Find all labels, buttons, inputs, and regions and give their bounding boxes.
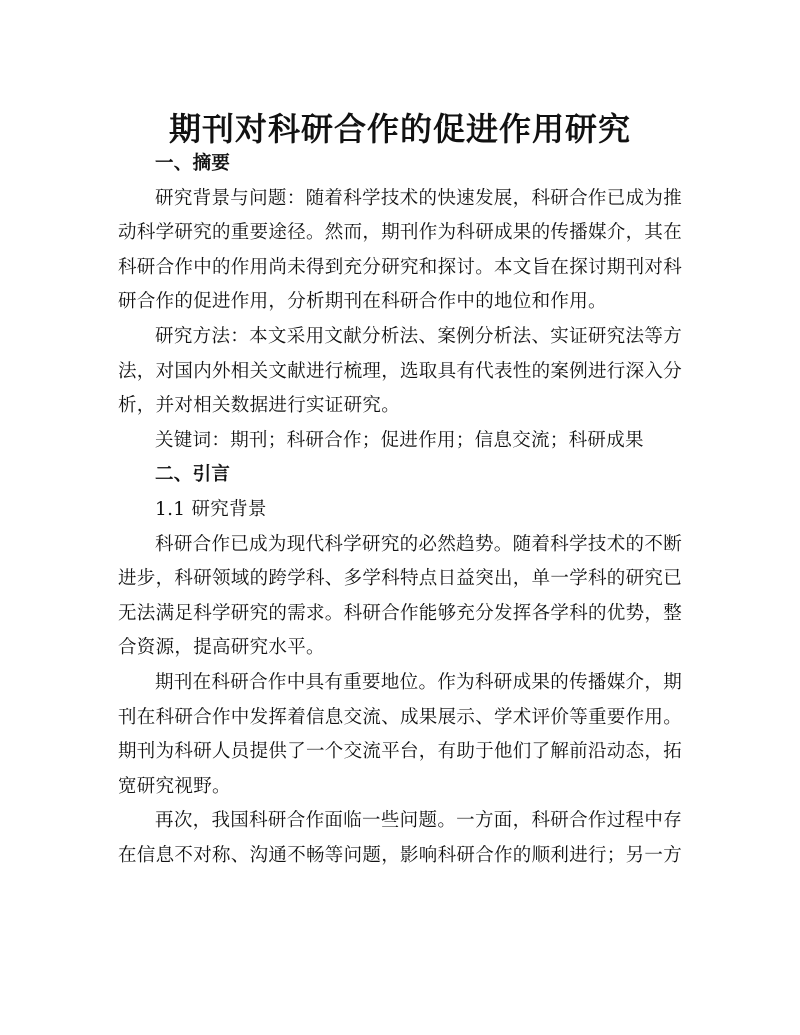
subsection-heading-research-background: 1.1 研究背景 [155, 498, 267, 520]
document-body [118, 147, 682, 873]
body-paragraph: 期刊在科研合作中具有重要地位。作为科研成果的传播媒介，期刊在科研合作中发挥着信息交流、成果展示、学术评价等重要作用。期刊为科研人员提供了一个交流平台，有助于他们了解前沿动态，拓宽研究视野。 [118, 671, 683, 797]
document-title: 期刊对科研合作的促进作用研究 [168, 110, 631, 149]
body-paragraph: 再次，我国科研合作面临一些问题。一方面，科研合作过程中存在信息不对称、沟通不畅等问题，影响科研合作的顺利进行；另一方 [118, 810, 683, 866]
section-heading-abstract: 一、摘要 [155, 153, 231, 174]
section-heading-introduction: 二、引言 [155, 464, 231, 486]
abstract-background-paragraph: 研究背景与问题：随着科学技术的快速发展，科研合作已成为推动科学研究的重要途径。然而，期刊作为科研成果的传播媒介，其在科研合作中的作用尚未得到充分研究和探讨。本文旨在探讨期刊对科研合作的促进作用，分析期刊在科研合作中的地位和作用。 [118, 187, 683, 313]
keywords-line: 关键词：期刊；科研合作；促进作用；信息交流；科研成果 [155, 429, 644, 451]
body-paragraph: 科研合作已成为现代科学研究的必然趋势。随着科学技术的不断进步，科研领域的跨学科、多学科特点日益突出，单一学科的研究已无法满足科学研究的需求。科研合作能够充分发挥各学科的优势，整合资源，提高研究水平。 [118, 533, 683, 659]
abstract-methods-paragraph: 研究方法：本文采用文献分析法、案例分析法、实证研究法等方法，对国内外相关文献进行梳理，选取具有代表性的案例进行深入分析，并对相关数据进行实证研究。 [118, 325, 683, 417]
